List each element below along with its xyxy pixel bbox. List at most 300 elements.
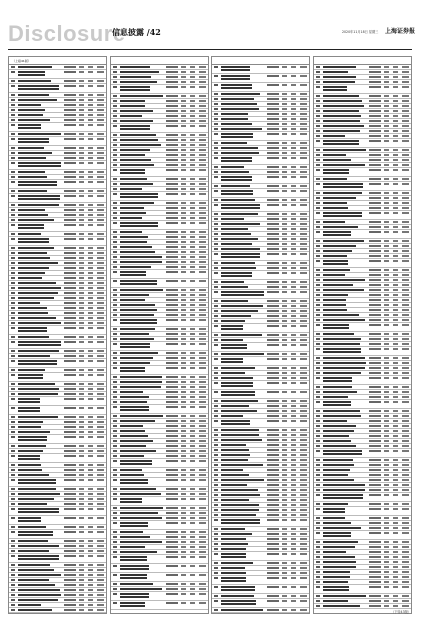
row-cell [120, 289, 163, 291]
row-cell [64, 109, 76, 111]
row-cell [113, 415, 117, 417]
row-cell [113, 493, 117, 495]
row-cell [79, 171, 84, 173]
row-cell [384, 401, 389, 403]
row-cell [369, 561, 381, 563]
row-cell [384, 464, 389, 466]
row-cell [120, 231, 142, 233]
row-cell [18, 498, 54, 500]
row-cell [199, 266, 206, 268]
row-cell [384, 192, 389, 194]
row-cell [282, 305, 287, 307]
row-cell [64, 224, 76, 226]
row-cell [393, 66, 398, 68]
row-cell [291, 454, 296, 456]
row-cell [18, 252, 47, 254]
row-cell [88, 262, 93, 264]
row-cell [199, 217, 206, 219]
row-cell [267, 567, 279, 569]
row-cell [300, 176, 307, 178]
row-cell [199, 536, 206, 538]
row-cell [393, 372, 398, 374]
row-cell [402, 415, 409, 417]
row-cell [64, 569, 76, 571]
row-cell [190, 169, 195, 171]
row-cell [113, 593, 117, 595]
row-cell [384, 440, 389, 442]
row-cell [88, 302, 93, 304]
row-cell [300, 429, 307, 431]
row-cell [221, 93, 260, 95]
row-cell [323, 178, 347, 180]
row-cell [18, 307, 47, 309]
row-cell [181, 450, 186, 452]
row-cell [64, 119, 76, 121]
row-cell [393, 484, 398, 486]
row-cell [214, 538, 218, 540]
row-cell [316, 551, 320, 553]
row-cell [120, 338, 154, 340]
row-cell [181, 522, 186, 524]
row-cell [11, 94, 15, 96]
table-row [212, 74, 309, 83]
row-cell [267, 519, 279, 521]
row-cell [300, 405, 307, 407]
row-cell [166, 71, 178, 73]
row-cell [199, 507, 206, 509]
row-cell [181, 169, 186, 171]
row-cell [369, 445, 381, 447]
row-cell [97, 445, 104, 447]
row-cell [64, 292, 76, 294]
table-row [314, 182, 411, 191]
row-cell [214, 444, 218, 446]
row-cell [190, 574, 195, 576]
row-cell [214, 147, 218, 149]
row-cell [282, 494, 287, 496]
row-cell [384, 183, 389, 185]
row-cell [199, 376, 206, 378]
row-cell [291, 538, 296, 540]
row-cell [120, 251, 155, 253]
table-row [212, 83, 309, 92]
row-cell [88, 247, 93, 249]
row-cell [79, 526, 84, 528]
row-cell [199, 381, 206, 383]
row-cell [166, 217, 178, 219]
row-cell [402, 159, 409, 161]
row-cell [11, 540, 15, 542]
row-cell [97, 219, 104, 221]
row-cell [120, 125, 150, 131]
row-cell [267, 454, 279, 456]
row-cell [120, 396, 149, 398]
row-cell [166, 469, 178, 471]
row-cell [369, 135, 381, 137]
row-cell [369, 105, 381, 107]
row-cell [181, 381, 186, 383]
row-cell [300, 538, 307, 540]
row-cell [97, 157, 104, 159]
row-cell [323, 571, 350, 573]
row-cell [166, 352, 178, 354]
row-cell [267, 118, 279, 120]
row-cell [18, 526, 46, 528]
row-cell [384, 319, 389, 321]
row-cell [323, 367, 365, 369]
row-cell [64, 469, 76, 471]
row-cell [267, 353, 279, 355]
row-cell [113, 406, 117, 408]
row-cell [221, 494, 260, 496]
row-cell [393, 120, 398, 122]
row-cell [267, 484, 279, 486]
row-cell [64, 238, 76, 240]
row-cell [214, 281, 218, 283]
row-cell [64, 99, 76, 101]
row-cell [199, 134, 206, 136]
row-cell [214, 504, 218, 506]
row-cell [190, 512, 195, 514]
row-cell [369, 469, 381, 471]
row-cell [300, 400, 307, 402]
row-cell [88, 312, 93, 314]
row-cell [64, 124, 76, 126]
row-cell [190, 314, 195, 316]
row-cell [221, 305, 263, 307]
table-row [314, 585, 411, 594]
row-cell [113, 222, 117, 224]
row-cell [221, 586, 255, 592]
row-cell [97, 104, 104, 106]
column-1 [8, 56, 107, 614]
row-cell [181, 280, 186, 282]
row-cell [300, 142, 307, 144]
row-cell [300, 543, 307, 545]
row-cell [282, 434, 287, 436]
row-cell [120, 450, 156, 452]
row-cell [113, 488, 117, 490]
row-cell [18, 574, 61, 576]
row-cell [369, 484, 381, 486]
row-cell [402, 556, 409, 558]
row-cell [316, 377, 320, 379]
row-cell [166, 251, 178, 253]
row-cell [402, 581, 409, 583]
row-cell [79, 594, 84, 596]
table-row [9, 406, 106, 415]
row-cell [282, 464, 287, 466]
row-cell [214, 353, 218, 355]
row-cell [120, 546, 145, 548]
row-cell [384, 110, 389, 112]
row-cell [393, 362, 398, 364]
row-cell [120, 455, 144, 457]
row-cell [393, 566, 398, 568]
row-cell [282, 190, 287, 192]
row-cell [64, 190, 76, 192]
row-cell [113, 367, 117, 369]
row-cell [97, 297, 104, 299]
row-cell [199, 66, 206, 68]
row-cell [88, 498, 93, 500]
row-cell [300, 504, 307, 506]
row-cell [113, 333, 117, 335]
table-row [9, 530, 106, 539]
row-cell [199, 556, 206, 558]
row-cell [214, 171, 218, 173]
row-cell [323, 348, 361, 354]
row-cell [214, 199, 218, 201]
row-cell [88, 219, 93, 221]
row-cell [323, 551, 346, 553]
row-cell [323, 494, 363, 500]
row-cell [11, 455, 15, 457]
row-cell [11, 181, 15, 183]
row-cell [221, 367, 255, 369]
row-cell [300, 358, 307, 360]
row-cell [18, 517, 41, 523]
row-cell [267, 190, 279, 192]
row-cell [393, 348, 398, 350]
row-cell [402, 260, 409, 262]
row-cell [402, 299, 409, 301]
row-cell [199, 396, 206, 398]
row-cell [393, 396, 398, 398]
row-cell [402, 338, 409, 340]
row-cell [18, 114, 43, 116]
row-cell [214, 415, 218, 417]
row-cell [120, 406, 149, 412]
row-cell [190, 71, 195, 73]
row-cell [11, 431, 15, 433]
row-cell [300, 367, 307, 369]
row-cell [97, 181, 104, 183]
row-cell [214, 243, 218, 245]
row-cell [214, 272, 218, 274]
row-cell [393, 494, 398, 496]
row-cell [393, 415, 398, 417]
row-cell [300, 609, 307, 611]
row-cell [190, 149, 195, 151]
row-cell [120, 381, 162, 383]
row-cell [282, 504, 287, 506]
row-cell [11, 388, 15, 390]
row-cell [384, 159, 389, 161]
row-cell [282, 382, 287, 384]
row-cell [113, 66, 117, 68]
row-cell [113, 304, 117, 306]
row-cell [214, 586, 218, 588]
row-cell [97, 287, 104, 289]
row-cell [199, 367, 206, 369]
row-cell [199, 479, 206, 481]
row-cell [11, 133, 15, 135]
row-cell [64, 564, 76, 566]
row-cell [97, 302, 104, 304]
row-cell [120, 319, 157, 325]
row-cell [402, 522, 409, 524]
row-cell [97, 479, 104, 481]
table-row [111, 342, 208, 351]
row-cell [190, 289, 195, 291]
row-cell [214, 113, 218, 115]
row-cell [113, 352, 117, 354]
row-cell [11, 574, 15, 576]
table-row [314, 259, 411, 268]
row-cell [369, 479, 381, 481]
row-cell [79, 282, 84, 284]
row-cell [323, 415, 361, 417]
row-cell [267, 548, 279, 550]
row-cell [300, 528, 307, 530]
row-cell [323, 401, 351, 407]
row-cell [166, 134, 178, 136]
row-cell [323, 546, 355, 548]
row-cell [11, 322, 15, 324]
row-cell [291, 479, 296, 481]
row-cell [214, 253, 218, 255]
row-cell [267, 434, 279, 436]
row-cell [64, 355, 76, 357]
table-row [212, 599, 309, 608]
row-cell [402, 304, 409, 306]
row-cell [166, 304, 178, 306]
row-cell [79, 374, 84, 376]
row-cell [166, 536, 178, 538]
row-cell [393, 140, 398, 142]
table-row [212, 132, 309, 141]
row-cell [384, 289, 389, 291]
row-cell [113, 440, 117, 442]
row-cell [402, 192, 409, 194]
row-cell [79, 531, 84, 533]
table-row [9, 507, 106, 516]
row-cell [402, 576, 409, 578]
row-cell [120, 159, 151, 161]
row-cell [181, 236, 186, 238]
row-cell [214, 75, 218, 77]
row-cell [190, 498, 195, 500]
table-row [111, 459, 208, 468]
row-cell [88, 233, 93, 235]
row-cell [166, 193, 178, 195]
row-cell [384, 86, 389, 88]
row-cell [402, 269, 409, 271]
row-cell [64, 176, 76, 178]
row-cell [221, 262, 255, 264]
row-cell [18, 336, 49, 338]
row-cell [402, 386, 409, 388]
row-cell [190, 251, 195, 253]
row-cell [300, 152, 307, 154]
row-cell [181, 241, 186, 243]
row-cell [18, 383, 55, 385]
row-cell [384, 245, 389, 247]
row-cell [97, 383, 104, 385]
row-cell [282, 567, 287, 569]
row-cell [120, 425, 143, 427]
row-cell [402, 255, 409, 257]
row-cell [113, 455, 117, 457]
row-cell [369, 357, 381, 359]
row-cell [402, 197, 409, 199]
row-cell [11, 257, 15, 259]
row-cell [221, 185, 250, 187]
row-cell [120, 574, 147, 580]
row-cell [221, 218, 244, 220]
row-cell [64, 488, 76, 490]
row-cell [316, 245, 320, 247]
row-cell [64, 297, 76, 299]
row-cell [323, 130, 360, 132]
row-cell [300, 577, 307, 579]
row-cell [369, 396, 381, 398]
row-cell [199, 202, 206, 204]
row-cell [221, 514, 256, 516]
row-cell [291, 548, 296, 550]
row-cell [369, 600, 381, 602]
row-cell [282, 128, 287, 130]
row-cell [190, 188, 195, 190]
row-cell [88, 181, 93, 183]
row-cell [369, 571, 381, 573]
row-cell [221, 434, 259, 436]
table-row [111, 564, 208, 573]
row-cell [214, 185, 218, 187]
row-cell [369, 459, 381, 461]
row-cell [88, 526, 93, 528]
row-cell [369, 581, 381, 583]
row-cell [291, 123, 296, 125]
row-cell [120, 271, 146, 277]
row-cell [120, 110, 153, 112]
row-cell [291, 377, 296, 379]
table-row [212, 608, 309, 613]
row-cell [369, 324, 381, 326]
row-cell [190, 406, 195, 408]
row-cell [369, 71, 381, 73]
row-cell [291, 248, 296, 250]
row-cell [166, 420, 178, 422]
row-cell [166, 386, 178, 388]
row-cell [221, 479, 264, 481]
row-cell [384, 377, 389, 379]
row-cell [384, 178, 389, 180]
row-cell [291, 233, 296, 235]
row-cell [11, 171, 15, 173]
row-cell [282, 339, 287, 341]
row-cell [199, 460, 206, 462]
row-cell [393, 284, 398, 286]
row-cell [199, 110, 206, 112]
row-cell [181, 294, 186, 296]
row-cell [199, 95, 206, 97]
row-cell [181, 289, 186, 291]
row-cell [300, 108, 307, 110]
row-cell [393, 159, 398, 161]
row-cell [166, 95, 178, 97]
row-cell [214, 157, 218, 159]
row-cell [79, 327, 84, 329]
row-cell [88, 426, 93, 428]
row-cell [190, 304, 195, 306]
row-cell [369, 100, 381, 102]
row-cell [181, 583, 186, 585]
row-cell [190, 294, 195, 296]
row-cell [88, 469, 93, 471]
row-cell [199, 546, 206, 548]
